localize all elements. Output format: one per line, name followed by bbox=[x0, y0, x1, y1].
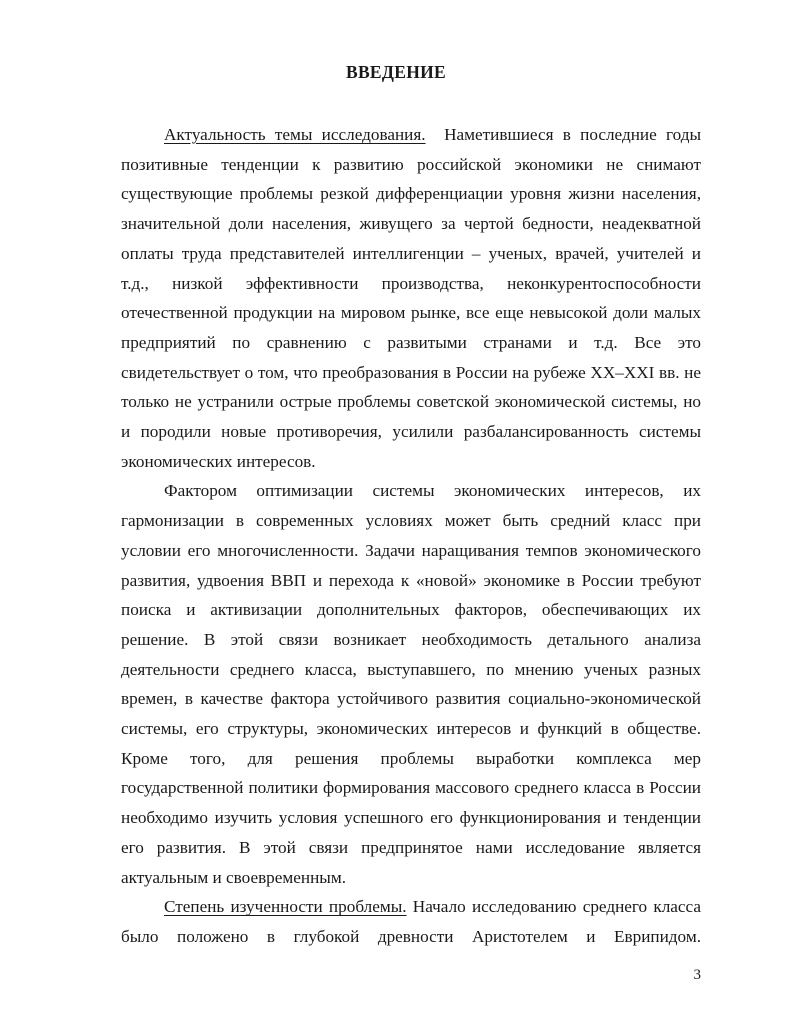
body-text bbox=[121, 120, 701, 952]
page-number: 3 bbox=[693, 967, 701, 983]
paragraph-text-middle-class-factor: Фактором оптимизации системы экономических интересов, их гармонизации в современных условиях может быть средний класс при условии его многочисленности. Задачи наращивания темпов экономического развития, удвоения ВВП и перехода к «новой» экономике в России требуют поиска и активизации дополнительных факторов, обеспечивающих их решение. В этой связи возникает необходимость детального анализа деятельности среднего класса, выступавшего, по мнению ученых разных времен, в качестве фактора устойчивого развития социально-экономической системы, его структуры, экономических интересов и функций в обществе. Кроме того, для решения проблемы выработки комплекса мер государственной политики формирования массового среднего класса в России необходимо изучить условия успешного его функционирования и тенденции его развития. В этой связи предпринятое нами исследование является актуальным и своевременным. bbox=[121, 481, 701, 887]
paragraph-text-study-degree: Начало исследованию среднего класса было положено в глубокой древности Аристотелем и Еврипидом. bbox=[121, 897, 701, 946]
paragraph-text-relevance: Наметившиеся в последние годы позитивные тенденции к развитию российской экономики не снимают существующие проблемы резкой дифференциации уровня жизни населения, значительной доли населения, живущего за чертой бедности, неадекватной оплаты труда представителей интеллигенции – ученых, врачей, учителей и т.д., низкой эффективности производства, неконкурентоспособности отечественной продукции на мировом рынке, все еще невысокой доли малых предприятий по сравнению с развитыми странами и т.д. Все это свидетельствует о том, что преобразования в России на рубеже XX–XXI вв. не только не устранили острые проблемы советской экономической системы, но и породили новые противоречия, усилили разбалансированность системы экономических интересов. bbox=[121, 125, 701, 471]
paragraph-study-degree bbox=[121, 892, 701, 951]
paragraph-relevance bbox=[121, 120, 701, 476]
paragraph-lead-relevance: Актуальность темы исследования. bbox=[164, 125, 426, 144]
paragraph-middle-class-factor bbox=[121, 476, 701, 892]
paragraph-lead-study-degree: Степень изученности проблемы. bbox=[164, 897, 407, 917]
section-heading: ВВЕДЕНИЕ bbox=[345, 62, 447, 82]
